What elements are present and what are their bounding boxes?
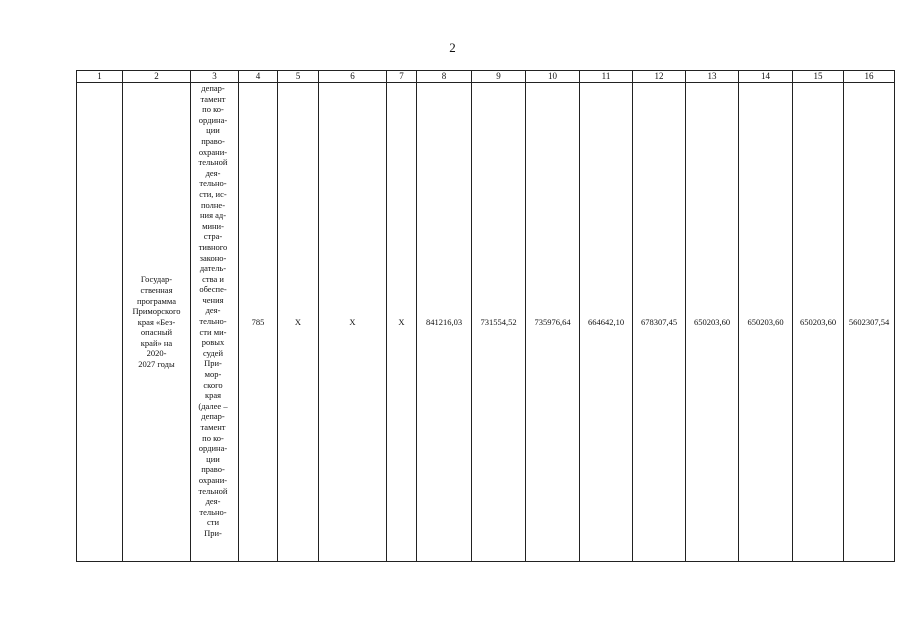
cell-value-col9: 731554,52	[472, 83, 526, 562]
column-header-5: 5	[278, 71, 319, 83]
header-row	[77, 71, 895, 83]
cell-responsible-executor	[191, 83, 239, 562]
column-header-9: 9	[472, 71, 526, 83]
column-header-8: 8	[417, 71, 472, 83]
cell-program-name	[123, 83, 191, 562]
cell-value-col12: 678307,45	[633, 83, 686, 562]
column-header-13: 13	[686, 71, 739, 83]
cell-value-col14: 650203,60	[739, 83, 793, 562]
cell-value-col15: 650203,60	[793, 83, 844, 562]
cell-col7: X	[387, 83, 417, 562]
column-header-3: 3	[191, 71, 239, 83]
column-header-14: 14	[739, 71, 793, 83]
table-row	[77, 83, 895, 562]
program-name-text: Государ- ственная программа Приморского края «Без- опасный край» на 2020- 2027 годы	[132, 274, 181, 370]
cell-value-col11: 664642,10	[580, 83, 633, 562]
column-header-10: 10	[526, 71, 580, 83]
column-header-15: 15	[793, 71, 844, 83]
cell-col5: X	[278, 83, 319, 562]
budget-table	[76, 70, 895, 562]
cell-budget-code: 785	[239, 83, 278, 562]
column-header-4: 4	[239, 71, 278, 83]
cell-value-col13: 650203,60	[686, 83, 739, 562]
column-header-11: 11	[580, 71, 633, 83]
page-number: 2	[449, 40, 456, 55]
cell-value-col10: 735976,64	[526, 83, 580, 562]
cell-total: 5602307,54	[844, 83, 895, 562]
responsible-executor-text: депар- тамент по ко- ордина- ции право- охрани- тельной дея- тельно- сти, ис- полне- ния ад- мини- стра- тивного законо- датель- ства и обеспе- чения дея- тельно- сти ми- ровых судей При- мор- ского края (далее – депар- тамент по ко- ордина- ции право- охрани- тельной дея- тельно- сти При-	[198, 83, 228, 538]
column-header-2: 2	[123, 71, 191, 83]
column-header-16: 16	[844, 71, 895, 83]
column-header-6: 6	[319, 71, 387, 83]
column-header-7: 7	[387, 71, 417, 83]
column-header-1: 1	[77, 71, 123, 83]
cell-col6: X	[319, 83, 387, 562]
column-header-12: 12	[633, 71, 686, 83]
cell-value-col8: 841216,03	[417, 83, 472, 562]
cell-col1	[77, 83, 123, 562]
